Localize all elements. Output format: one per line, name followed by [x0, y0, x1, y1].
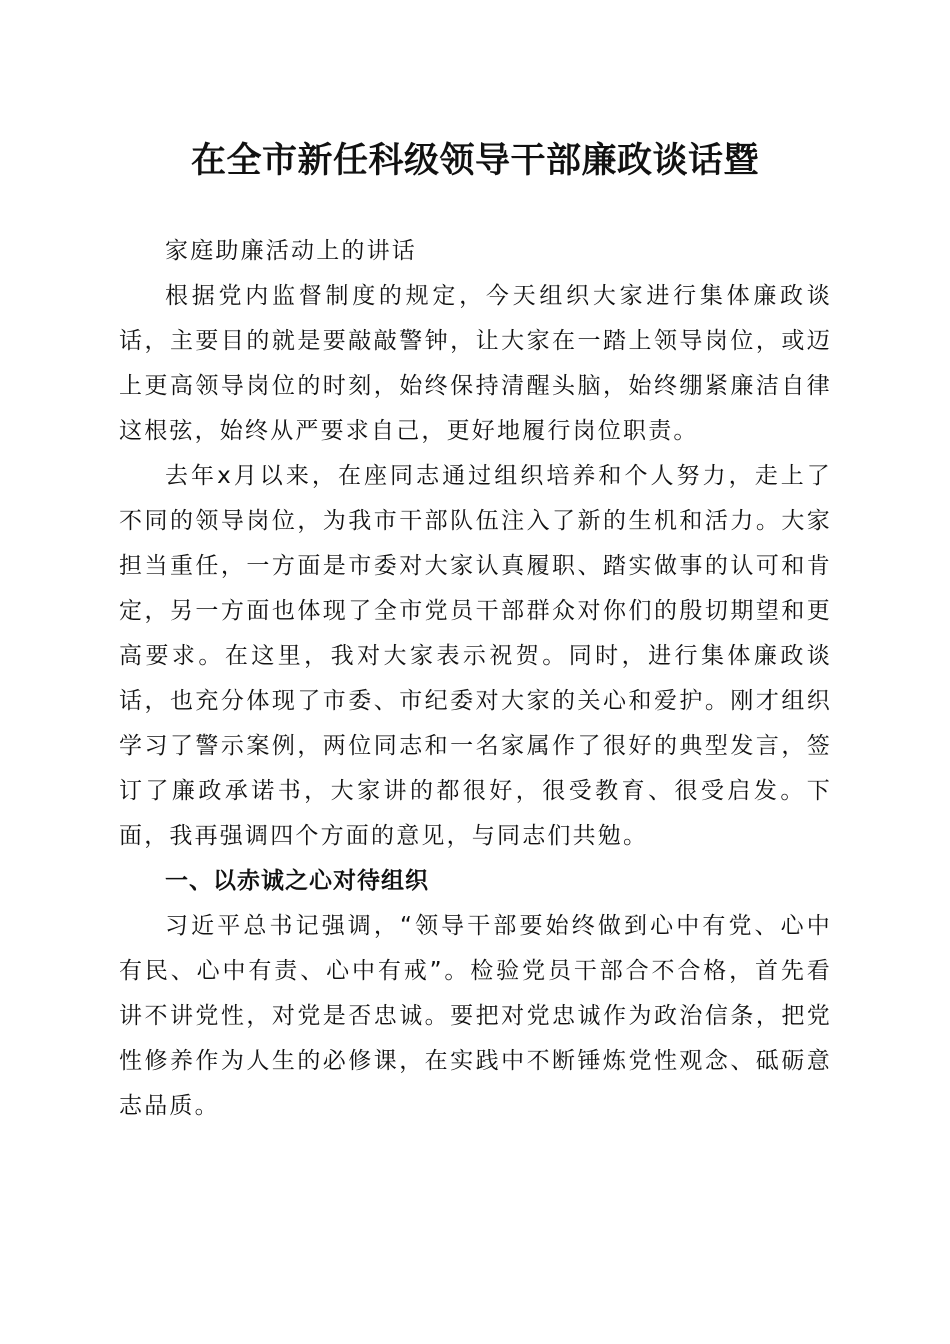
paragraph-1: 根据党内监督制度的规定，今天组织大家进行集体廉政谈话，主要目的就是要敲敲警钟，让大家在一踏上领导岗位，或迈上更高领导岗位的时刻，始终保持清醒头脑，始终绷紧廉洁自律这根弦，始终从严要求自己，更好地履行岗位职责。 [119, 283, 832, 444]
subtitle-line: 家庭助廉活动上的讲话 [165, 238, 417, 264]
paragraph-3: 习近平总书记强调，“领导干部要始终做到心中有党、心中有民、心中有责、心中有戒”。检验党员干部合不合格，首先看讲不讲党性，对党是否忠诚。要把对党忠诚作为政治信条，把党性修养作为人生的必修课，在实践中不断锤炼党性观念、砥砺意志品质。 [119, 913, 832, 1119]
paragraph-2: 去年x月以来，在座同志通过组织培养和个人努力，走上了不同的领导岗位，为我市干部队伍注入了新的生机和活力。大家担当重任，一方面是市委对大家认真履职、踏实做事的认可和肯定，另一方面也体现了全市党员干部群众对你们的殷切期望和更高要求。在这里，我对大家表示祝贺。同时，进行集体廉政谈话，也充分体现了市委、市纪委对大家的关心和爱护。刚才组织学习了警示案例，两位同志和一名家属作了很好的典型发言，签订了廉政承诺书，大家讲的都很好，很受教育、很受启发。下面，我再强调四个方面的意见，与同志们共勉。 [119, 463, 832, 849]
section-heading-1: 一、以赤诚之心对待组织 [165, 868, 429, 894]
document-title: 在全市新任科级领导干部廉政谈话暨 [190, 140, 759, 181]
document-body [119, 229, 832, 1129]
